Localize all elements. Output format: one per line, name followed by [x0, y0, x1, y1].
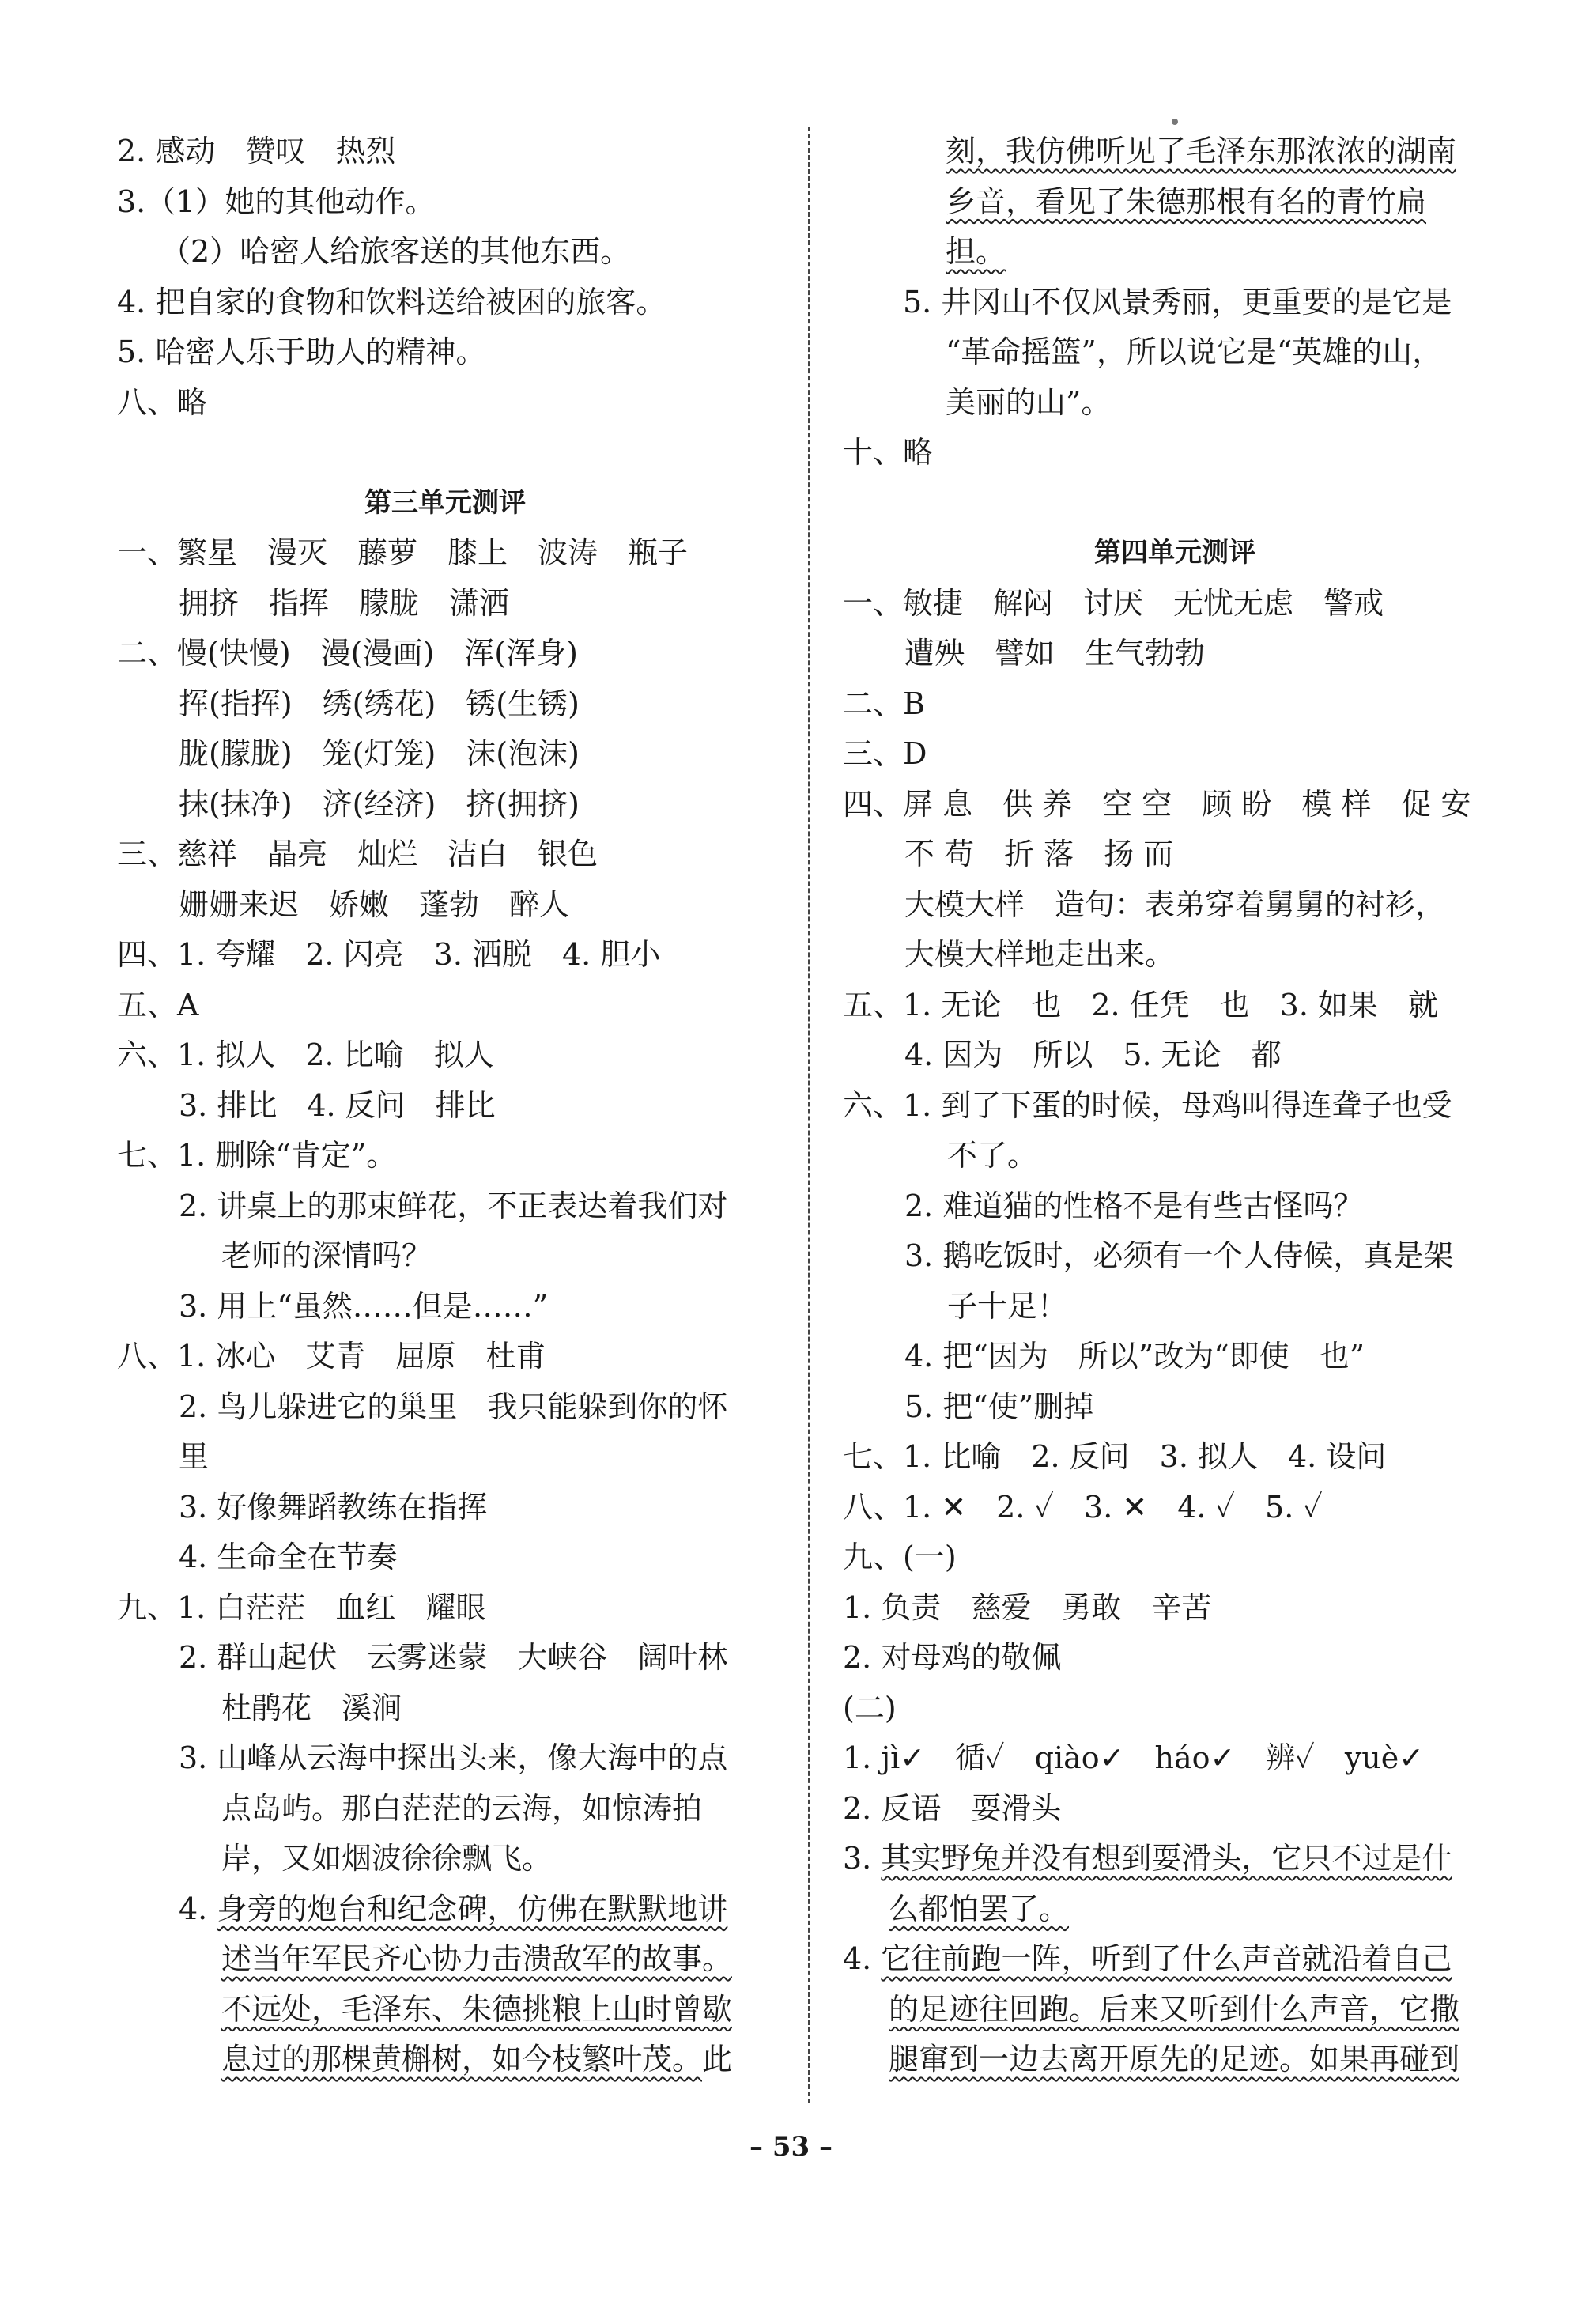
- right-column: [843, 127, 1507, 2085]
- answer-number: 4.: [179, 1891, 217, 1926]
- answer-line: [117, 1683, 773, 1734]
- answer-line: [117, 1583, 773, 1634]
- answer-line: [117, 981, 773, 1031]
- ink-blot: [1172, 119, 1178, 125]
- answer-text: 五、A: [117, 987, 199, 1022]
- answer-text: 三、慈祥 晶亮 灿烂 洁白 银色: [117, 837, 598, 871]
- answer-line: [117, 1231, 773, 1282]
- underlined-text: 不远处，毛泽东、朱德挑粮上山时曾歇: [221, 1991, 733, 2027]
- answer-text: 十、略: [843, 435, 934, 470]
- answer-text: 2. 感动 赞叹 热烈: [117, 134, 396, 168]
- answer-text: 4. 把“因为 所以”改为“即使 也”: [904, 1339, 1365, 1374]
- answer-line: [117, 1131, 773, 1181]
- answer-text: 不 苟 折 落 扬 而: [904, 837, 1174, 871]
- underlined-text: 述当年军民齐心协力击溃敌军的故事。: [221, 1941, 733, 1976]
- answer-line: [843, 1382, 1507, 1433]
- answer-line: [117, 679, 773, 730]
- answer-text: 二、B: [843, 686, 925, 721]
- answer-line: [117, 1884, 773, 1935]
- answer-line: [843, 1181, 1507, 1232]
- answer-line: [843, 378, 1507, 429]
- answer-text: 1. jì✓ 循✓ qiào✓ háo✓ 辨✓ yuè✓: [843, 1740, 1425, 1775]
- left-column: [117, 127, 773, 2085]
- answer-text: 2. 群山起伏 云雾迷蒙 大峡谷 阔叶林: [179, 1640, 728, 1675]
- answer-line: [117, 1834, 773, 1884]
- answer-text: 七、1. 比喻 2. 反问 3. 拟人 4. 设问: [843, 1439, 1387, 1474]
- answer-text: 3. 山峰从云海中探出头来，像大海中的点: [179, 1740, 728, 1775]
- answer-line: [117, 780, 773, 830]
- answer-line: [843, 2035, 1507, 2085]
- answer-line: [843, 1834, 1507, 1884]
- answer-text: 2. 鸟儿躲进它的巢里 我只能躲到你的怀: [179, 1389, 728, 1424]
- answer-line: [843, 930, 1507, 981]
- answer-line: [117, 1733, 773, 1784]
- answer-line: [843, 1683, 1507, 1734]
- answer-text: 1. 负责 慈爱 勇敢 辛苦: [843, 1589, 1212, 1625]
- answer-line: [843, 127, 1507, 177]
- underlined-text: 腿窜到一边去离开原先的足迹。如果再碰到: [889, 2042, 1460, 2076]
- answer-line: [117, 880, 773, 931]
- page-number: – 53 –: [749, 2131, 833, 2163]
- answer-line: [117, 1985, 773, 2035]
- answer-line: [843, 1633, 1507, 1683]
- underlined-text: 它往前跑一阵，听到了什么声音就沿着自己: [881, 1941, 1452, 1976]
- underlined-text: 担。: [946, 234, 1006, 269]
- answer-line: [117, 1934, 773, 1985]
- answer-line: [843, 1784, 1507, 1835]
- underlined-text: 乡音，看见了朱德那根有名的青竹扁: [946, 183, 1427, 219]
- answer-line: [117, 1633, 773, 1683]
- answer-text: 遭殃 譬如 生气勃勃: [904, 636, 1206, 671]
- answer-text: 挥(指挥) 绣(绣花) 锈(生锈): [179, 686, 580, 721]
- answer-text: 美丽的山”。: [946, 384, 1112, 420]
- answer-line: [843, 579, 1507, 629]
- trailing-text: 此: [702, 2042, 733, 2076]
- answer-line: [843, 1733, 1507, 1784]
- answer-text: 拥挤 指挥 朦胧 潇洒: [179, 585, 510, 621]
- answer-text: 一、繁星 漫灭 藤萝 膝上 波涛 瓶子: [117, 535, 689, 570]
- answer-line: [117, 278, 773, 328]
- answer-line: [117, 729, 773, 780]
- answer-text: 4. 因为 所以 5. 无论 都: [904, 1037, 1282, 1072]
- answer-text: (二): [843, 1690, 897, 1725]
- answer-text: 3. 用上“虽然……但是……”: [179, 1288, 549, 1324]
- answer-line: [117, 1332, 773, 1382]
- answer-text: 5. 把“使”删掉: [904, 1389, 1094, 1424]
- answer-line: [117, 1483, 773, 1533]
- answer-line: [843, 227, 1507, 278]
- answer-number: 4.: [843, 1941, 882, 1976]
- answer-text: 5. 哈密人乐于助人的精神。: [117, 334, 486, 369]
- answer-line: [843, 1532, 1507, 1583]
- answer-text: 九、(一): [843, 1540, 957, 1574]
- underlined-text: 刻，我仿佛听见了毛泽东那浓浓的湖南: [946, 134, 1457, 168]
- answer-line: [843, 1432, 1507, 1483]
- answer-line: [843, 829, 1507, 880]
- answer-line: [843, 1231, 1507, 1282]
- answer-line: [843, 729, 1507, 780]
- answer-line: [843, 780, 1507, 830]
- answer-line: [117, 1181, 773, 1232]
- answer-text: 2. 对母鸡的敬佩: [843, 1640, 1062, 1675]
- answer-text: 九、1. 白茫茫 血红 耀眼: [117, 1589, 486, 1625]
- answer-text: 里: [179, 1439, 210, 1474]
- answer-line: [843, 1332, 1507, 1382]
- answer-line: [843, 1483, 1507, 1533]
- answer-line: [117, 1081, 773, 1132]
- answer-text: 大模大样地走出来。: [904, 937, 1176, 972]
- answer-line: [117, 629, 773, 679]
- answer-line: [117, 227, 773, 278]
- answer-line: [117, 528, 773, 579]
- answer-line: [117, 1382, 773, 1433]
- answer-text: 子十足！: [947, 1288, 1068, 1324]
- answer-line: [117, 579, 773, 629]
- answer-text: 5. 井冈山不仅风景秀丽，更重要的是它是: [903, 284, 1452, 319]
- column-divider: [808, 127, 810, 2103]
- answer-text: 大模大样 造句：表弟穿着舅舅的衬衫，: [904, 886, 1446, 922]
- answer-text: 六、1. 拟人 2. 比喻 拟人: [117, 1037, 494, 1072]
- spacer: [843, 478, 1507, 529]
- answer-text: 三、D: [843, 736, 927, 771]
- answer-text: 八、1. ✕ 2. ✓ 3. ✕ 4. ✓ 5. ✓: [843, 1489, 1323, 1525]
- answer-text: 八、1. 冰心 艾青 屈原 杜甫: [117, 1339, 546, 1374]
- answer-line: [843, 880, 1507, 931]
- answer-line: [117, 127, 773, 177]
- answer-text: 抹(抹净) 济(经济) 挤(拥挤): [179, 786, 580, 822]
- answer-text: 3. 鹅吃饭时，必须有一个人侍候，真是架: [904, 1238, 1454, 1273]
- answer-line: [117, 1432, 773, 1483]
- answer-line: [117, 829, 773, 880]
- answer-text: 3. 排比 4. 反问 排比: [179, 1087, 496, 1123]
- answer-line: [843, 177, 1507, 228]
- answer-line: [843, 1583, 1507, 1634]
- answer-line: [843, 629, 1507, 679]
- underlined-text: 身旁的炮台和纪念碑，仿佛在默默地讲: [217, 1891, 728, 1926]
- answer-line: [843, 1081, 1507, 1132]
- underlined-text: 的足迹往回跑。后来又听到什么声音，它撒: [889, 1991, 1460, 2027]
- answer-text: 二、慢(快慢) 漫(漫画) 浑(浑身): [117, 636, 578, 671]
- answer-line: [117, 930, 773, 981]
- answer-line: [843, 428, 1507, 478]
- answer-text: （2）哈密人给旅客送的其他东西。: [160, 234, 631, 269]
- answer-text: 胧(朦胧) 笼(灯笼) 沫(泡沫): [179, 736, 580, 771]
- answer-line: [117, 1030, 773, 1081]
- answer-text: 3. 好像舞蹈教练在指挥: [179, 1489, 488, 1525]
- answer-line: [117, 2035, 773, 2085]
- answer-text: 点岛屿。那白茫茫的云海，如惊涛拍: [221, 1790, 703, 1826]
- underlined-text: 其实野兔并没有想到耍滑头，它只不过是什: [881, 1841, 1452, 1876]
- answer-text: 4. 生命全在节奏: [179, 1540, 398, 1574]
- answer-line: [843, 1934, 1507, 1985]
- answer-text: 四、屏 息 供 养 空 空 顾 盼 模 样 促 安: [843, 786, 1471, 822]
- answer-line: [843, 1030, 1507, 1081]
- answer-text: 一、敏捷 解闷 讨厌 无忧无虑 警戒: [843, 585, 1384, 621]
- answer-line: [117, 378, 773, 429]
- answer-text: 四、1. 夸耀 2. 闪亮 3. 洒脱 4. 胆小: [117, 937, 661, 972]
- answer-line: [117, 1784, 773, 1835]
- answer-line: [843, 981, 1507, 1031]
- answer-line: [843, 278, 1507, 328]
- answer-text: 2. 难道猫的性格不是有些古怪吗？: [904, 1188, 1364, 1223]
- answer-text: 2. 讲桌上的那束鲜花，不正表达着我们对: [179, 1188, 728, 1223]
- answer-line: [843, 679, 1507, 730]
- answer-line: [843, 1884, 1507, 1935]
- underlined-text: 息过的那棵黄槲树，如今枝繁叶茂。: [221, 2042, 703, 2076]
- answer-text: 2. 反语 耍滑头: [843, 1790, 1062, 1826]
- answer-line: [843, 1985, 1507, 2035]
- answer-text: 八、略: [117, 384, 208, 420]
- spacer: [117, 428, 773, 478]
- answer-text: “革命摇篮”，所以说它是“英雄的山，: [946, 334, 1443, 369]
- answer-text: 姗姗来迟 娇嫩 蓬勃 醉人: [179, 886, 570, 922]
- answer-text: 杜鹃花 溪涧: [221, 1690, 402, 1725]
- section-title: 第四单元测评: [1094, 537, 1255, 569]
- answer-text: 4. 把自家的食物和饮料送给被困的旅客。: [117, 284, 666, 319]
- answer-line: [117, 177, 773, 228]
- answer-text: 3.（1）她的其他动作。: [117, 183, 436, 219]
- answer-text: 五、1. 无论 也 2. 任凭 也 3. 如果 就: [843, 987, 1439, 1022]
- answer-text: 老师的深情吗？: [221, 1238, 432, 1273]
- section-title: 第三单元测评: [364, 486, 526, 519]
- answer-text: 不了。: [947, 1138, 1038, 1173]
- underlined-text: 么都怕罢了。: [889, 1891, 1070, 1926]
- answer-line: [117, 327, 773, 378]
- answer-text: 六、1. 到了下蛋的时候，母鸡叫得连聋子也受: [843, 1087, 1452, 1123]
- answer-line: [117, 1532, 773, 1583]
- answer-line: [117, 1282, 773, 1332]
- answer-line: [843, 1131, 1507, 1181]
- answer-number: 3.: [843, 1841, 882, 1876]
- answer-line: [843, 327, 1507, 378]
- answer-text: 七、1. 删除“肯定”。: [117, 1138, 397, 1173]
- answer-text: 岸，又如烟波徐徐飘飞。: [221, 1841, 553, 1876]
- answer-line: [843, 1282, 1507, 1332]
